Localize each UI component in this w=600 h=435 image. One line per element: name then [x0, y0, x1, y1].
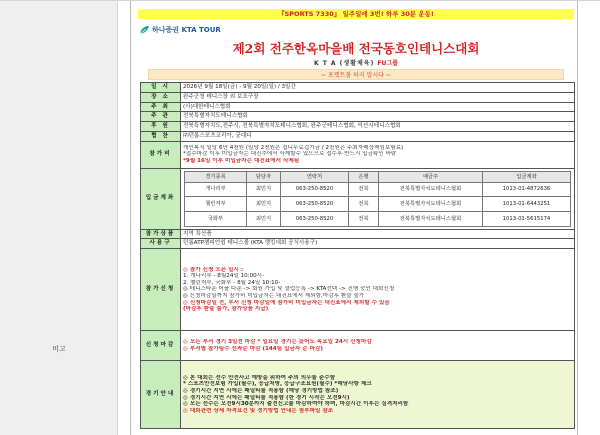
- apply-line: ◎ 신청마감일 전, 부서 신청 마감일에 참가비 미입금자는 대진표에서 제외할 수 있음: [183, 299, 390, 306]
- payment-header: 은행: [349, 171, 379, 182]
- payment-header: 경기종목: [185, 171, 247, 182]
- payment-cell-value: 전북특별자치도테니스협회: [379, 182, 483, 197]
- row-value: [181, 361, 575, 429]
- row-key: 참가상품: [141, 229, 181, 239]
- guide-line: ◎ 본 대회는 선수 안전사고 예방을 위하여 주의 의무를 준수함: [183, 374, 336, 381]
- row-guide: [141, 361, 575, 429]
- fee-line: *접수마감 이후 미입금자는 대진추에서 삭제할수 있으므로 접수후 반드시 입금확인 바람: [183, 151, 397, 158]
- row-payment: [141, 168, 575, 229]
- row-organizer: [141, 112, 575, 122]
- row-key: 사용구: [141, 239, 181, 249]
- apply-line: ◎ 신청마감일까지 참가비 미입금자는 대진표에서 제외함,마감후 환불 불가: [183, 292, 365, 299]
- row-host: [141, 102, 575, 112]
- payment-cell-value: 전북: [349, 211, 379, 226]
- fee-line: *9월 16일 이후 미입금자는 대진표에서 삭제됨: [183, 158, 300, 165]
- payment-cell: [181, 168, 575, 229]
- row-value: 2026년 9월 18일(금) - 9월 20일(일) / 3일간: [181, 83, 575, 93]
- payment-cell-value: 063-250-8520: [281, 211, 349, 226]
- row-value: 던롭ATP챔피언쉽 테니스볼 (KTA 랭킹대회 공식사용구): [181, 239, 575, 249]
- payment-table: [184, 171, 571, 227]
- payment-cell-value: 전북: [349, 182, 379, 197]
- fee-line: 개인복식 일당 6만 4천원 (일당 2천원은 접니무료겁기금 / 2천원은 주최자배상책임보험료): [183, 144, 404, 151]
- org-text: K T A (생활체육): [314, 60, 375, 67]
- apply-line: 2. 챌린저부, 국화부 - 8월 24일 10:10-: [183, 279, 281, 286]
- guide-line: ◎ 경기시간 지연 시에는 패널티를 적용함 (해당 경기방법 참조): [183, 388, 339, 395]
- guide-line: ◎ 모든 선수는 오전9시30분까지 출전신고를 마감하여야 하며, 마감시간 이후는 실격처리함: [183, 401, 409, 408]
- payment-cell-value: 챌린저부: [185, 197, 247, 212]
- payment-cell-value: 1013-01-4872636: [483, 182, 571, 197]
- payment-cell-value: 063-250-8520: [281, 197, 349, 212]
- org-line: [138, 58, 574, 67]
- row-value: ㈜던롭스포츠코리아, 궁대디: [181, 131, 575, 141]
- row-value: 지역 특산품: [181, 229, 575, 239]
- logo: [139, 24, 221, 36]
- row-key: 신청마감: [141, 331, 181, 361]
- row-value: 완주군청 테니스장 외 보조구장: [181, 92, 575, 102]
- apply-line: (마감후 환불 불가, 참가상품 지급): [183, 306, 269, 313]
- row-venue: [141, 92, 575, 102]
- promo-banner: ~ 포켓트볼 하지 맙시다 ~: [148, 69, 564, 80]
- payment-cell-value: 1013-01-5615174: [483, 211, 571, 226]
- tournament-poster: [118, 1, 600, 435]
- row-key: 협 찬: [141, 131, 181, 141]
- row-deadline: [141, 331, 575, 361]
- payment-row: [185, 197, 571, 212]
- row-key: 일 시: [141, 83, 181, 93]
- payment-cell-value: 전북: [349, 197, 379, 212]
- label-column: [0, 1, 118, 435]
- top-banner: 『SPORTS 7330』 일주일에 3번! 하루 30분 운동!: [138, 9, 574, 19]
- poster-title: 제2회 전주한옥마을배 전국동호인테니스대회: [232, 41, 480, 56]
- logo-text: 하나증권 KTA TOUR: [152, 26, 221, 34]
- payment-cell-value: 1013-01-6443251: [483, 197, 571, 212]
- row-key: 입금계좌: [141, 168, 181, 229]
- payment-header: 연락처: [281, 171, 349, 182]
- deadline-line: ◎ 부서별 참가팀수 선착순 마감 (144팀 입금자 순 마감): [183, 345, 323, 352]
- payment-cell-value: 개나리부: [185, 182, 247, 197]
- row-key: 주 관: [141, 112, 181, 122]
- row-date: [141, 83, 575, 93]
- row-value: [181, 141, 575, 168]
- guide-line: * 스포츠안전보험 가입(필수), 응급처방, 응급구조요원(필수) *해당사항 체크: [183, 381, 372, 388]
- apply-line: ◎ 참가 신청 오픈 일시 :: [183, 266, 244, 273]
- payment-cell-value: 최민지: [247, 211, 281, 226]
- payment-row: [185, 182, 571, 197]
- payment-cell-value: 국화부: [185, 211, 247, 226]
- row-prize: [141, 229, 575, 239]
- deadline-line: ◎ 모든 부서 경기 3일전 마감 * 일요일 경기는 늦어도 목요일 24시 신청마감: [183, 339, 372, 346]
- payment-header-row: [185, 171, 571, 182]
- payment-cell-value: 전북특별자치도테니스협회: [379, 197, 483, 212]
- row-value: [181, 249, 575, 331]
- row-value: 전북특별자치도테니스협회: [181, 112, 575, 122]
- payment-cell-value: 063-250-8520: [281, 182, 349, 197]
- row-key: 참가신청: [141, 249, 181, 331]
- guide-line: ◎ 대회관련 상세 자격요건 및 경기방법 안내는 첨부파일 참조: [183, 407, 334, 414]
- row-key: 참가비: [141, 141, 181, 168]
- row-value: 전북특별자치도,전주시, 전북특별자치도테니스협회, 완주군테니스협회, 익산시테니스협회: [181, 122, 575, 132]
- payment-header: 담당자: [247, 171, 281, 182]
- org-grade: FU그룹: [377, 60, 398, 67]
- apply-line: 1. 개나리부 - 8월24일 10:00시-: [183, 273, 265, 280]
- row-support: [141, 131, 575, 141]
- row-key: 경기안내: [141, 361, 181, 429]
- payment-header: 입금계좌: [483, 171, 571, 182]
- row-fee: [141, 141, 575, 168]
- leaf-logo-icon: [139, 25, 150, 35]
- payment-header: 예금주: [379, 171, 483, 182]
- row-sponsor: [141, 122, 575, 132]
- payment-cell-value: 전북특별자치도테니스협회: [379, 211, 483, 226]
- row-apply: [141, 249, 575, 331]
- row-key: 후 원: [141, 122, 181, 132]
- payment-cell-value: 최민지: [247, 197, 281, 212]
- row-key: 장 소: [141, 92, 181, 102]
- row-ball: [141, 239, 575, 249]
- row-value: [181, 331, 575, 361]
- row-value: (사)대한테니스협회: [181, 102, 575, 112]
- payment-row: [185, 211, 571, 226]
- apply-line: ◎ 테니스타운 어플 다운 -> 회원 가입 및 클럽등록 -> KTA선택 -> 진행 중인 대회신청: [183, 286, 395, 293]
- guide-line: ◎ 경기시간 지연 시에는 패널티를 적용함 (한 경기 시작은 오전9시): [183, 394, 350, 401]
- info-table: [140, 82, 575, 429]
- remark-label: 비고: [52, 345, 66, 353]
- payment-cell-value: 최민지: [247, 182, 281, 197]
- row-key: 주 최: [141, 102, 181, 112]
